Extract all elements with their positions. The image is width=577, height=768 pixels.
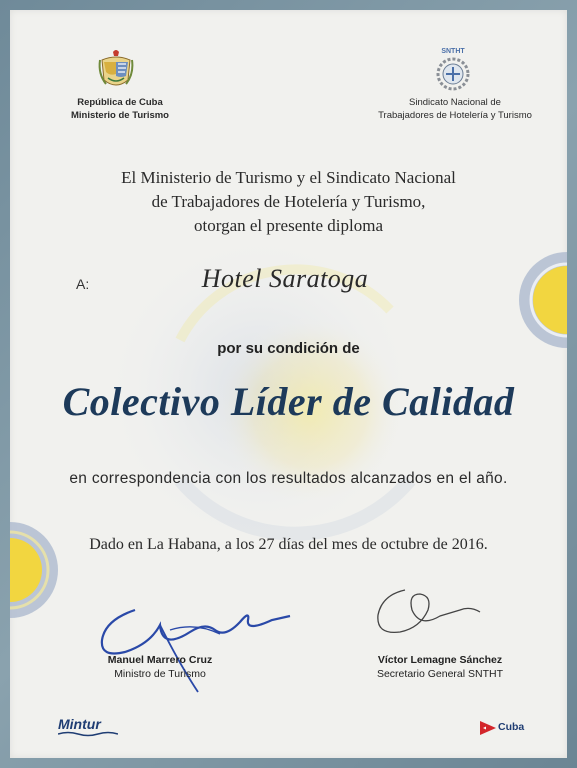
right-signature (378, 590, 480, 632)
republic-label: República de Cuba (77, 97, 163, 108)
intro-line-1: El Ministerio de Turismo y el Sindicato Nacional (121, 168, 456, 187)
signer-right (340, 653, 540, 681)
signatures-graphic (10, 10, 567, 758)
signer-left-role: Ministro de Turismo (114, 668, 206, 680)
signer-left-name: Manuel Marrero Cruz (107, 654, 213, 666)
mintur-logo: Mintur (58, 716, 101, 732)
cuba-brand: Cuba (498, 721, 525, 733)
condition-text: por su condición de (217, 340, 360, 357)
award-title: Colectivo Líder de Calidad (62, 379, 515, 424)
correspondence-text: en correspondencia con los resultados alcanzados en el año. (69, 470, 508, 487)
sntht-logo-text: SNTHT (441, 48, 465, 55)
cuba-flag-arrow-icon (480, 721, 496, 735)
signer-right-name: Víctor Lemagne Sánchez (377, 654, 503, 666)
union-label-line1: Sindicato Nacional de (409, 97, 501, 108)
recipient-name: Hotel Saratoga (201, 264, 369, 293)
recipient-prefix: A: (76, 276, 90, 292)
signer-left (70, 653, 250, 681)
intro-line-2: de Trabajadores de Hotelería y Turismo, (151, 192, 426, 211)
diploma-paper (10, 10, 567, 758)
signer-right-role: Secretario General SNTHT (376, 668, 504, 680)
union-label-line2: Trabajadores de Hotelería y Turismo (378, 110, 532, 121)
ministry-label: Ministerio de Turismo (70, 110, 169, 121)
date-line: Dado en La Habana, a los 27 días del mes de octubre de 2016. (89, 536, 488, 553)
mintur-wave-icon (58, 731, 118, 737)
intro-line-3: otorgan el presente diploma (194, 216, 383, 235)
